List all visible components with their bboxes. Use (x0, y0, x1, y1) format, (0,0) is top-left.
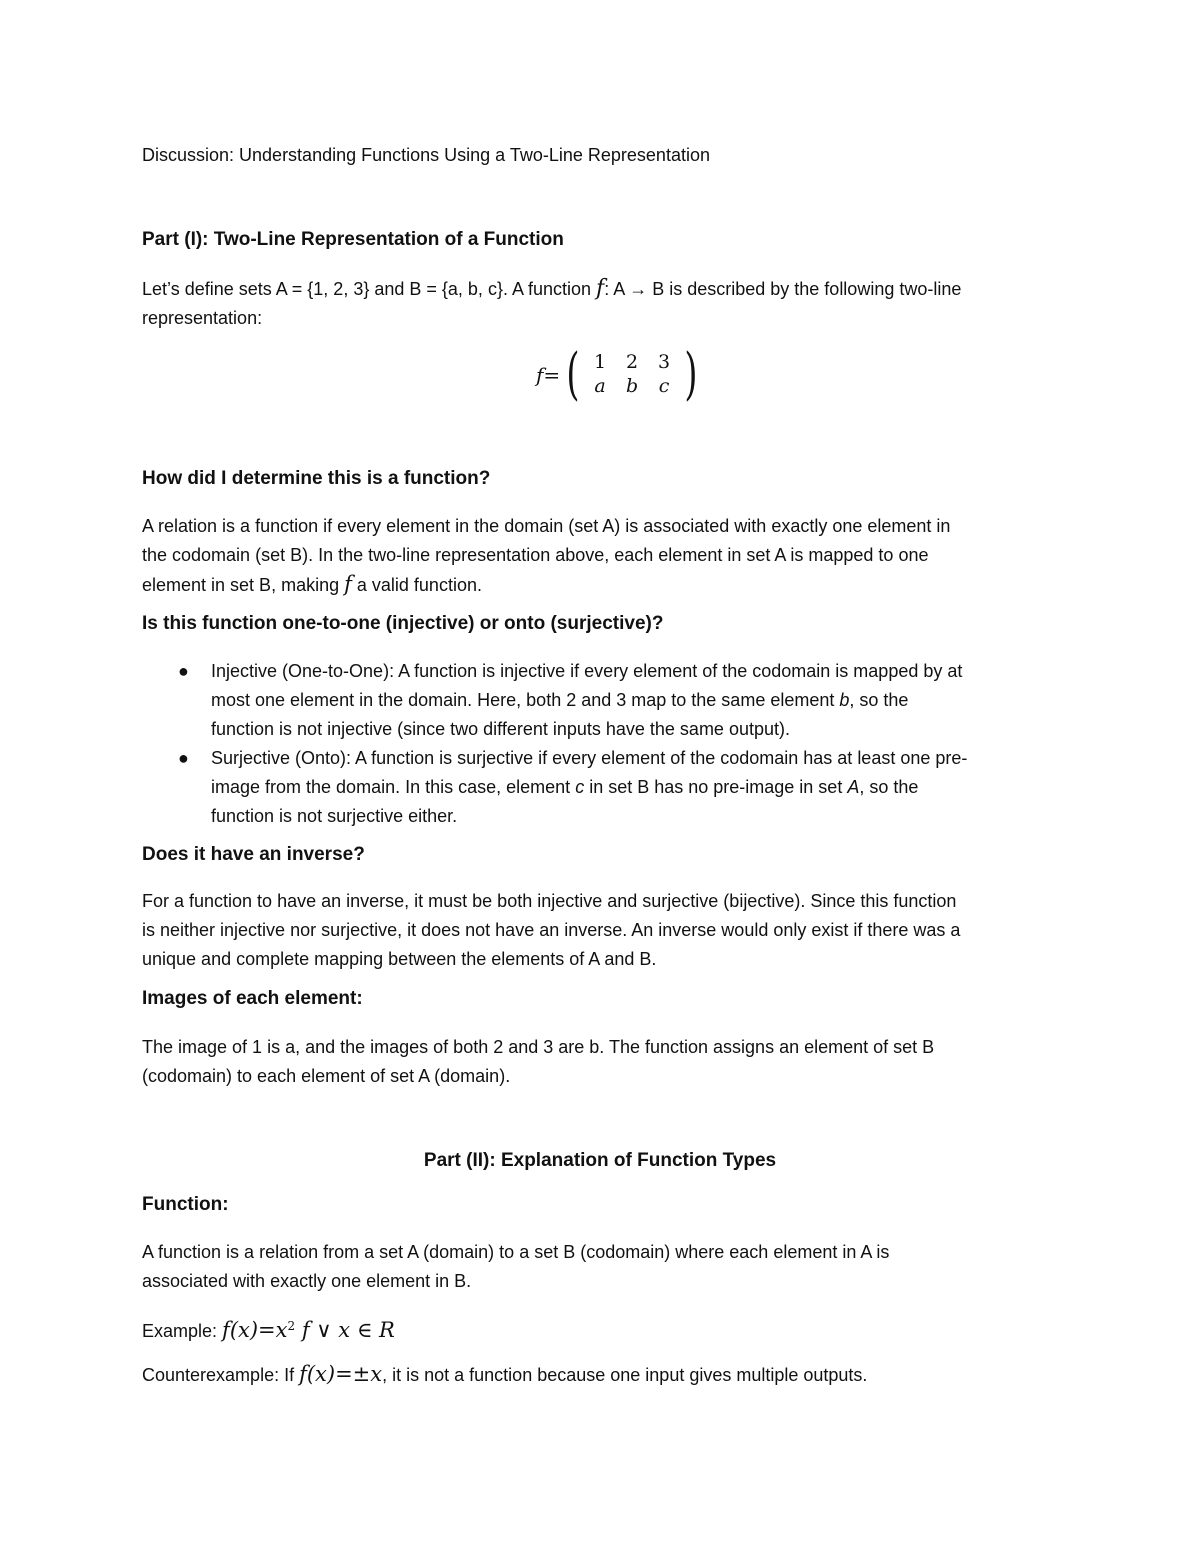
q4-line2: (codomain) to each element of set A (domain). (142, 1066, 511, 1086)
q3-line2: is neither injective nor surjective, it does not have an inverse. An inverse would only exist if there was a (142, 920, 961, 940)
part1-intro-text-c: representation: (142, 308, 263, 328)
part2-paragraph (142, 1238, 1057, 1296)
bullet1-line2-em: b (839, 690, 850, 710)
q2-bullet-list (142, 657, 1057, 831)
part2-line1: A function is a relation from a set A (domain) to a set B (codomain) where each element in A is (142, 1242, 890, 1262)
matrix-bottom-cell: b (625, 375, 639, 397)
example-label: Example: (142, 1321, 223, 1341)
counter-label: Counterexample: If (142, 1365, 300, 1385)
bullet2-line2-b: in set B has no pre-image in set (584, 777, 848, 797)
part2-line2: associated with exactly one element in B. (142, 1271, 472, 1291)
q1-paragraph (142, 512, 1057, 600)
matrix-grid (584, 351, 680, 399)
bullet1-line2-a: most one element in the domain. Here, both 2 and 3 map to the same element (211, 690, 840, 710)
bullet2-line1: Surjective (Onto): A function is surjective if every element of the codomain has at least one pre- (211, 748, 968, 768)
list-item (142, 744, 1057, 831)
q1-line3-a: element in set B, making (142, 575, 345, 595)
two-line-matrix (536, 342, 702, 407)
part1-heading: Part (I): Two-Line Representation of a Function (142, 229, 564, 250)
part2-heading: Part (II): Explanation of Function Types (423, 1150, 777, 1171)
example-math-a: f(x)=x (222, 1318, 288, 1342)
counterexample-line (142, 1360, 1057, 1390)
counter-math: f(x)=±x (299, 1362, 383, 1386)
matrix-bottom-cell: a (594, 375, 606, 397)
q4-heading: Images of each element: (142, 988, 363, 1009)
part2-subheading: Function: (142, 1194, 229, 1215)
matrix-top-cell: 3 (657, 351, 671, 373)
q1-line2: the codomain (set B). In the two-line representation above, each element in set A is mapped to one (142, 545, 929, 565)
bullet1-line2-b: , so the (849, 690, 909, 710)
q3-heading: Does it have an inverse? (142, 844, 365, 865)
example-line (142, 1312, 1057, 1346)
bullet2-line2-em2: A (847, 777, 860, 797)
q1-line3-f: f (344, 572, 352, 596)
matrix-top-cell: 2 (625, 351, 639, 373)
q3-line3: unique and complete mapping between the elements of A and B. (142, 949, 657, 969)
bullet2-line3: function is not surjective either. (211, 806, 458, 826)
matrix-lhs: f= (536, 363, 561, 387)
bullet-icon: ● (178, 748, 189, 768)
part1-intro-f: f (596, 276, 605, 301)
part1-intro-text-b: : A → B is described by the following two-line (604, 279, 962, 299)
q1-line1: A relation is a function if every element in the domain (set A) is associated with exactly one element in (142, 516, 951, 536)
matrix-bottom-cell: c (658, 375, 670, 397)
matrix-top-cell: 1 (593, 351, 607, 373)
bullet1-line1: Injective (One-to-One): A function is injective if every element of the codomain is mapped by at (211, 661, 963, 681)
q3-line1: For a function to have an inverse, it must be both injective and surjective (bijective). Since this function (142, 891, 957, 911)
q2-heading: Is this function one-to-one (injective) or onto (surjective)? (142, 613, 664, 634)
part1-intro-text-a: Let’s define sets A = {1, 2, 3} and B = {a, b, c}. A function (142, 279, 597, 299)
q3-paragraph (142, 887, 1057, 974)
counter-rest: , it is not a function because one input gives multiple outputs. (382, 1365, 868, 1385)
example-math-b: f ∨ x ∈ R (295, 1318, 395, 1342)
q1-heading: How did I determine this is a function? (142, 468, 491, 489)
q1-line3-b: a valid function. (351, 575, 482, 595)
example-math-sup: 2 (287, 1319, 296, 1333)
bullet2-line2-c: , so the (859, 777, 919, 797)
left-paren: ( (566, 342, 580, 407)
bullet1-line3: function is not injective (since two different inputs have the same output). (211, 719, 790, 739)
bullet-icon: ● (178, 661, 189, 681)
q4-paragraph (142, 1033, 1057, 1091)
bullet2-line2-em: c (575, 777, 585, 797)
document-title: Discussion: Understanding Functions Using a Two-Line Representation (142, 145, 710, 165)
part1-intro (142, 274, 1057, 333)
q4-line1: The image of 1 is a, and the images of both 2 and 3 are b. The function assigns an element of set B (142, 1037, 935, 1057)
right-paren: ) (684, 342, 698, 407)
bullet2-line2-a: image from the domain. In this case, element (211, 777, 576, 797)
list-item (142, 657, 1057, 744)
